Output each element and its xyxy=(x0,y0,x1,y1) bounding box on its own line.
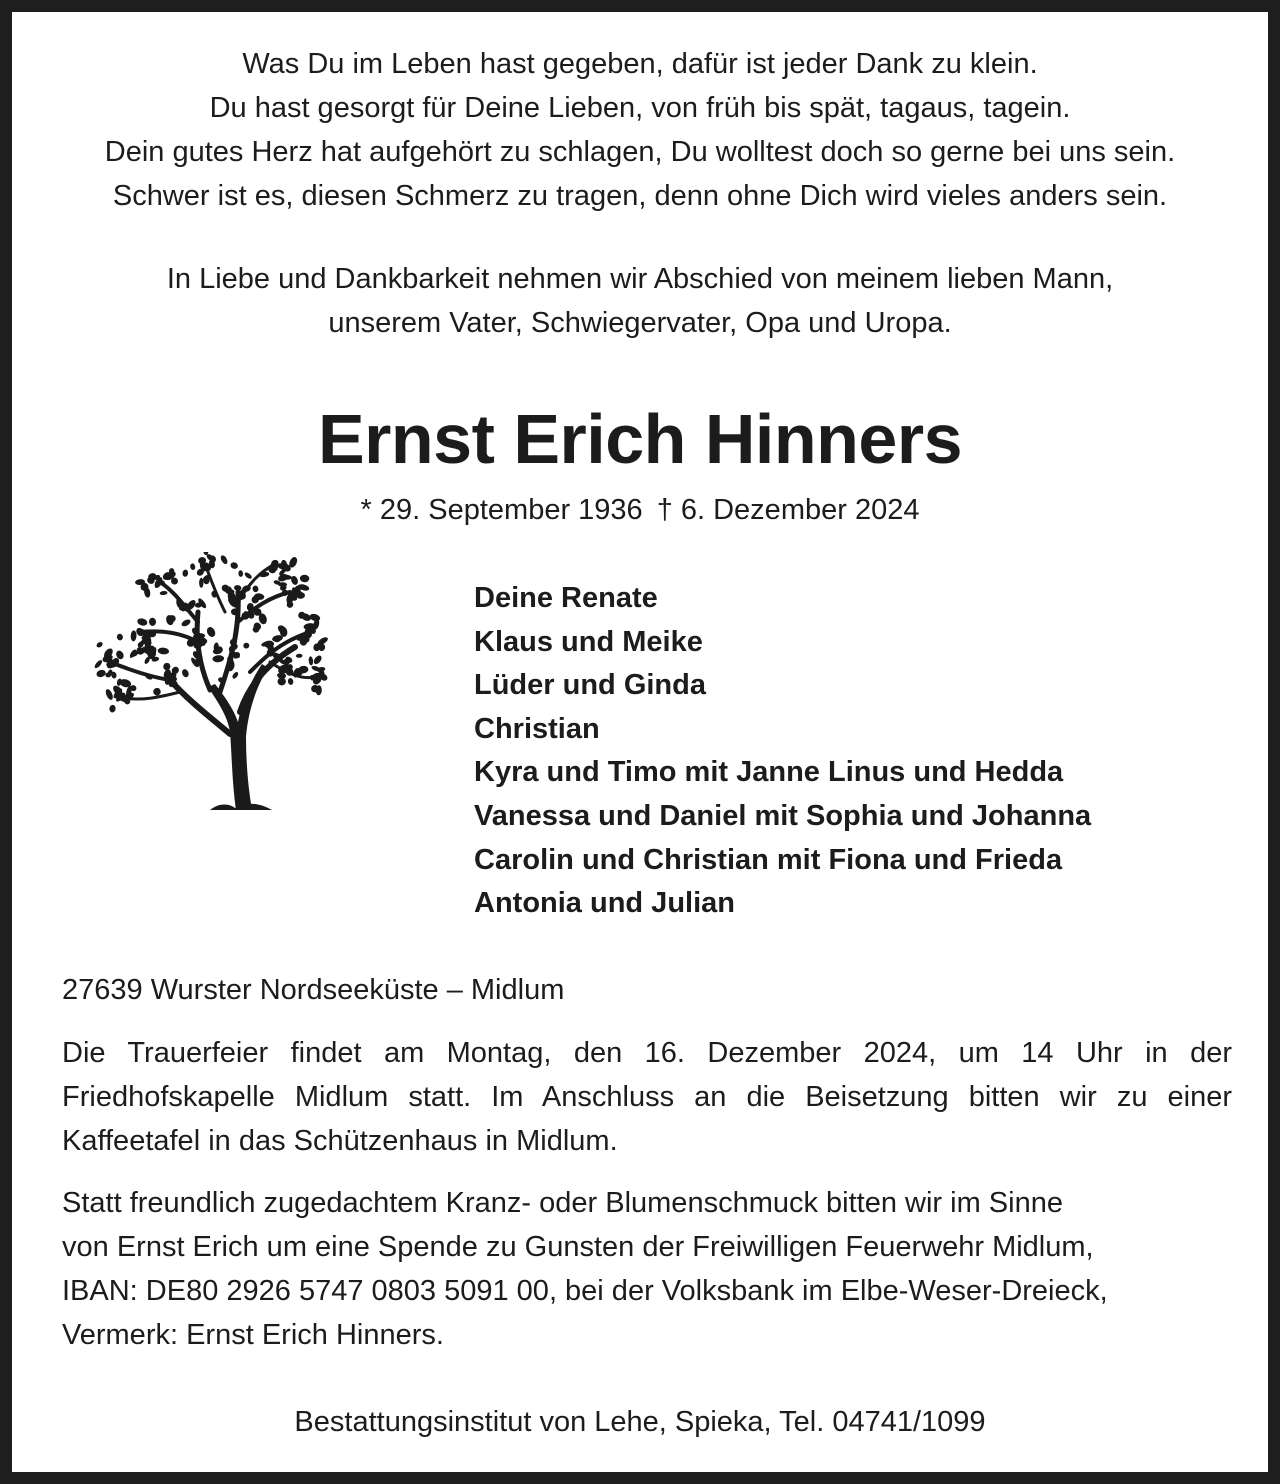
tree-leaf xyxy=(278,582,287,586)
tree-icon xyxy=(80,552,330,822)
tree-leaf xyxy=(180,618,191,628)
donation-info xyxy=(62,1181,1232,1357)
tree-leaf xyxy=(96,669,107,678)
tree-leaf xyxy=(229,561,239,570)
tree-leaf xyxy=(116,633,124,641)
poem-line: Dein gutes Herz hat aufgehört zu schlagen, Du wolltest doch so gerne bei uns sein. xyxy=(104,136,1176,168)
donation-line: Statt freundlich zugedachtem Kranz- oder Blumenschmuck bitten wir im Sinne xyxy=(62,1187,1063,1219)
donation-line: von Ernst Erich um eine Spende zu Gunsten der Freiwilligen Feuerwehr Midlum, xyxy=(62,1231,1094,1263)
family-list xyxy=(474,577,1091,926)
tree-leaf xyxy=(182,569,189,577)
family-member: Vanessa und Daniel mit Sophia und Johanna xyxy=(474,799,1092,832)
tree-leaf xyxy=(181,668,190,678)
farewell-intro xyxy=(12,257,1268,345)
tree-leaf xyxy=(96,641,104,649)
tree-leaf xyxy=(296,654,303,658)
family-member: Carolin und Christian mit Fiona und Frieda xyxy=(474,843,1063,876)
tree-leaf xyxy=(190,563,196,570)
tree-leaf xyxy=(300,574,310,582)
life-dates xyxy=(12,490,1268,530)
tree-leaf xyxy=(205,626,216,639)
family-member: Lüder und Ginda xyxy=(474,669,706,702)
tree-leaf xyxy=(219,554,228,565)
tree-leaf xyxy=(243,642,250,649)
deceased-name: Ernst Erich Hinners xyxy=(317,400,962,478)
poem xyxy=(12,42,1268,218)
donation-line: Vermerk: Ernst Erich Hinners. xyxy=(62,1319,444,1351)
family-member: Kyra und Timo mit Janne Linus und Hedda xyxy=(474,756,1064,789)
poem-line: Du hast gesorgt für Deine Lieben, von früh bis spät, tagaus, tagein. xyxy=(209,92,1071,124)
tree-leaf xyxy=(244,571,253,580)
family-member: Christian xyxy=(474,712,600,745)
tree-leaf xyxy=(252,585,259,593)
tree-leaf xyxy=(199,578,203,588)
funeral-info: Die Trauerfeier findet am Montag, den 16. Dezember 2024, um 14 Uhr in der Friedhofskapelle Midlum statt. Im Anschluss an die Beisetzung bitten wir zu einer Kaffeetafel in das Schützenhaus in Midlum. xyxy=(62,1037,1232,1157)
poem-line: Was Du im Leben hast gegeben, dafür ist jeder Dank zu klein. xyxy=(242,48,1038,80)
tree-leaf xyxy=(159,591,167,596)
tree-illustration xyxy=(80,552,330,822)
tree-leaf xyxy=(93,659,103,669)
tree-leaf xyxy=(287,678,294,686)
tree-leaf xyxy=(109,705,116,713)
death-date: † 6. Dezember 2024 xyxy=(656,494,920,526)
funeral-home-contact: Bestattungsinstitut von Lehe, Spieka, Tel. 04741/1099 xyxy=(294,1406,986,1438)
tree-leaf xyxy=(149,617,157,626)
family-member: Deine Renate xyxy=(474,582,658,614)
tree-leaf xyxy=(234,585,242,591)
intro-line: unserem Vater, Schwiegervater, Opa und Uropa. xyxy=(328,307,952,339)
tree-leaf xyxy=(136,617,148,626)
tree-leaf xyxy=(157,647,169,655)
tree-leaf xyxy=(238,570,243,577)
family-member: Klaus und Meike xyxy=(474,625,703,658)
tree-leaf xyxy=(212,655,224,663)
tree-leaf xyxy=(308,656,313,665)
place-line: 27639 Wurster Nordseeküste – Midlum xyxy=(62,974,565,1006)
tree-leaf xyxy=(104,688,114,701)
tree-leaf xyxy=(312,654,323,665)
birth-date: * 29. September 1936 xyxy=(360,494,643,526)
tree-leaf xyxy=(278,678,286,686)
family-member: Antonia und Julian xyxy=(474,887,735,920)
tree-leaf xyxy=(130,630,136,641)
poem-line: Schwer ist es, diesen Schmerz zu tragen, denn ohne Dich wird vieles anders sein. xyxy=(112,180,1168,212)
tree-leaf xyxy=(231,671,239,680)
donation-line: IBAN: DE80 2926 5747 0803 5091 00, bei der Volksbank im Elbe-Weser-Dreieck, xyxy=(62,1275,1108,1307)
intro-line: In Liebe und Dankbarkeit nehmen wir Abschied von meinem lieben Mann, xyxy=(166,263,1114,295)
